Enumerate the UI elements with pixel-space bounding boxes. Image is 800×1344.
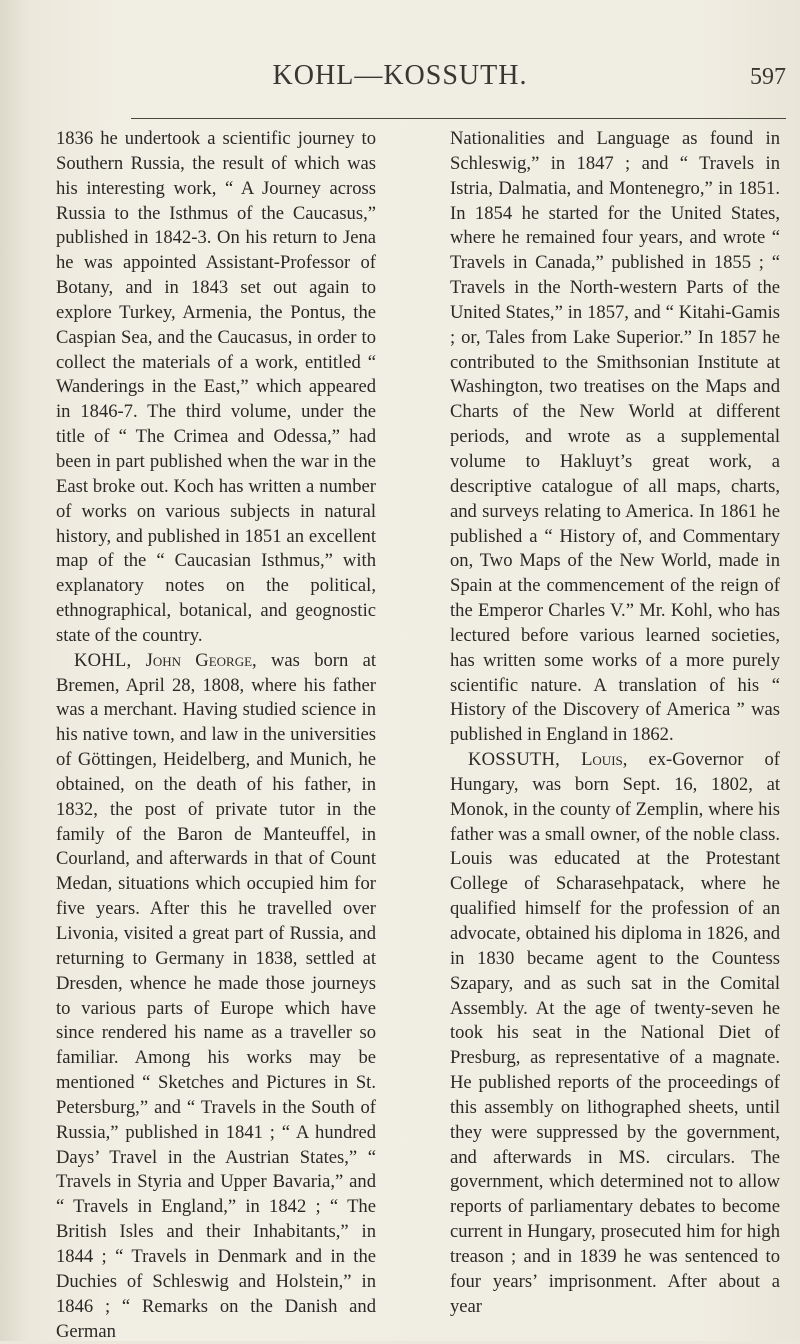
left-column xyxy=(56,127,376,1344)
kossuth-entry-head-surname: KOSSUTH, xyxy=(468,749,560,771)
kohl-entry-head-names: John George, xyxy=(145,649,257,671)
header-rule xyxy=(131,118,786,119)
kossuth-entry xyxy=(450,748,780,1319)
kossuth-entry-head-names: Louis, xyxy=(581,749,628,771)
kohl-entry-body: was born at Bremen, April 28, 1808, where his father was a merchant. Having studied science in his native town, and law in the universities of Göttingen, Heidelberg, and Munich, he obtained, on the death of his father, in 1832, the post of private tutor in the family of the Baron de Manteuffel, in Courland, and afterwards in that of Count Medan, situations which occupied him for five years. After this he travelled over Livonia, visited a great part of Russia, and returning to Germany in 1838, settled at Dresden, whence he made those journeys to various parts of Europe which have since rendered his name as a traveller so familiar. Among his works may be mentioned “ Sketches and Pictures in St. Petersburg,” and “ Travels in the South of Russia,” published in 1841 ; “ A hundred Days’ Travel in the Austrian States,” “ Travels in Styria and Upper Bavaria,” and “ Travels in England,” in 1842 ; “ The British Isles and their Inhabitants,” in 1844 ; “ Travels in Denmark and in the Duchies of Schleswig and Holstein,” in 1846 ; “ Remarks on the Danish and German xyxy=(56,649,376,1342)
kossuth-entry-body: ex-Governor of Hungary, was born Sept. 16, 1802, at Monok, in the county of Zemplin, where his father was a small owner, of the noble class. Louis was educated at the Protestant College of Scharasehpatack, where he qualified himself for the profession of an advocate, obtained his diploma in 1826, and in 1830 became agent to the Countess Szapary, and as such sat in the Comital Assembly. At the age of twenty-seven he took his seat in the National Diet of Presburg, as representative of a magnate. He published reports of the proceedings of this assembly on lithographed sheets, until they were suppressed by the government, and afterwards in MS. circulars. The government, which determined not to allow reports of parliamentary debates to become current in Hungary, prosecuted him for high treason ; and in 1839 he was sentenced to four years’ imprisonment. After about a year xyxy=(450,749,780,1317)
kohl-entry-continued: Nationalities and Language as found in Schleswig,” in 1847 ; and “ Travels in Istria, Dalmatia, and Montenegro,” in 1851. In 1854 he started for the United States, where he remained four years, and wrote “ Travels in Canada,” published in 1855 ; “ Travels in the North-western Parts of the United States,” in 1857, and “ Kitahi-Gamis ; or, Tales from Lake Superior.” In 1857 he contributed to the Smithsonian Institute at Washington, two treatises on the Maps and Charts of the New World at different periods, and wrote as a supplemental volume to Hakluyt’s great work, a descriptive catalogue of all maps, charts, and surveys relating to America. In 1861 he published a “ History of, and Commentary on, Two Maps of the New World, made in Spain at the commencement of the reign of the Emperor Charles V.” Mr. Kohl, who has lectured before various learned societies, has written some works of a more purely scientific nature. A translation of his “ History of the Discovery of America ” was published in England in 1862. xyxy=(450,128,780,746)
page-header xyxy=(0,60,800,100)
koch-entry-continued: 1836 he undertook a scientific journey to Southern Russia, the result of which was his interesting work, “ A Journey across Russia to the Isthmus of the Caucasus,” published in 1842-3. On his return to Jena he was appointed Assistant-Professor of Botany, and in 1843 set out again to explore Turkey, Armenia, the Pontus, the Caspian Sea, and the Caucasus, in order to collect the materials of a work, entitled “ Wanderings in the East,” which appeared in 1846-7. The third volume, under the title of “ The Crimea and Odessa,” had been in part published when the war in the East broke out. Koch has written a number of works on various subjects in natural history, and published in 1851 an excellent map of the “ Caucasian Isthmus,” with explanatory notes on the political, ethnographical, botanical, and geognostic state of the country. xyxy=(56,128,376,646)
running-head: KOHL—KOSSUTH. xyxy=(272,60,528,91)
page-number: 597 xyxy=(750,64,786,90)
right-column xyxy=(450,127,780,1320)
kohl-entry-head-surname: KOHL, xyxy=(74,649,132,671)
kohl-entry xyxy=(56,649,376,1344)
